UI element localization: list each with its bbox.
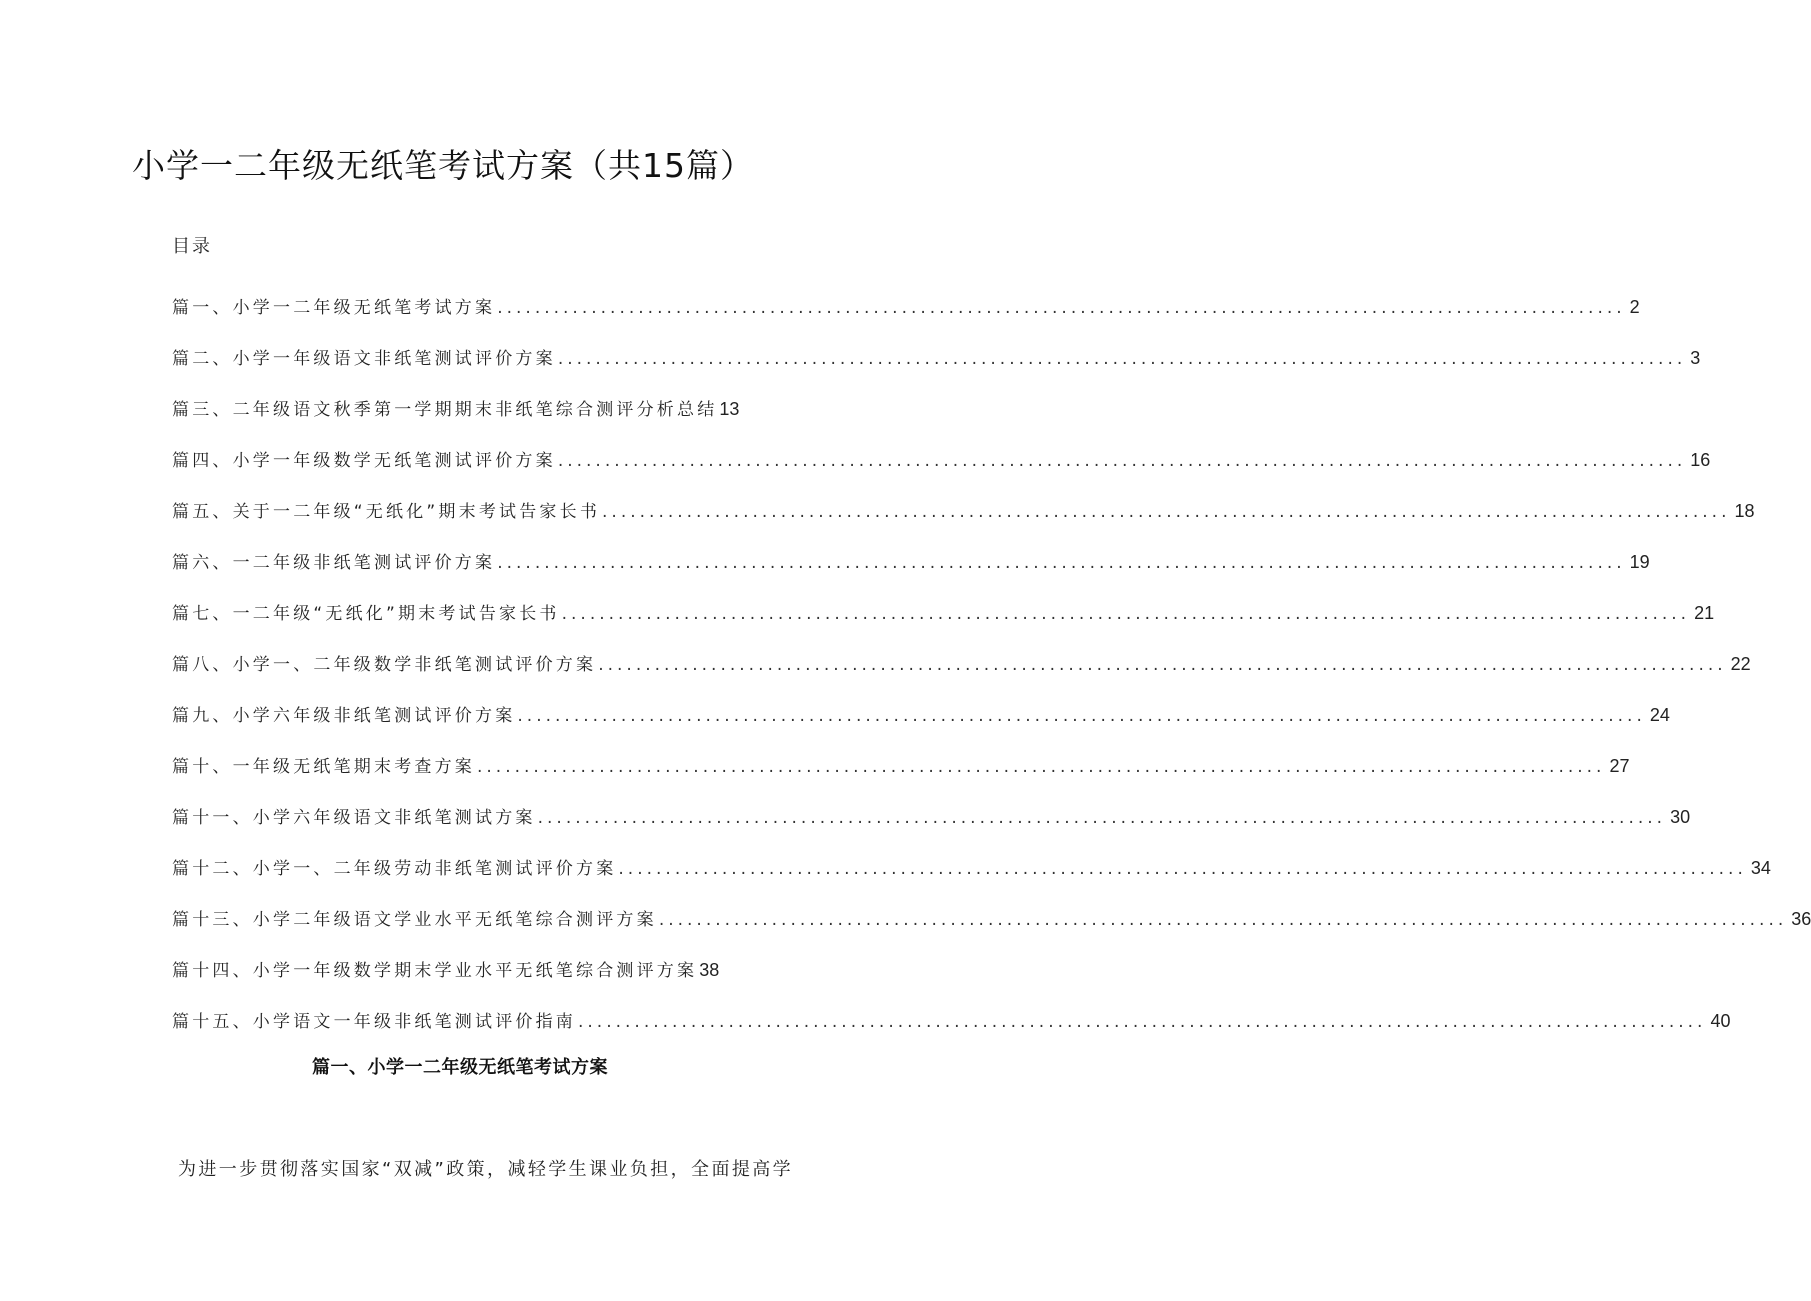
toc-entry-title: 篇五、关于一二年级“无纸化”期末考试告家长书: [172, 502, 601, 522]
toc-page-number: 24: [1649, 705, 1670, 725]
section-heading: 篇一、小学一二年级无纸笔考试方案: [312, 1057, 608, 1078]
toc-leader-dots: ........................................................................................................................: [517, 706, 1646, 726]
toc-entry[interactable]: [172, 484, 1755, 535]
toc-entry-title: 篇九、小学六年级非纸笔测试评价方案: [172, 706, 516, 726]
toc-page-number: 19: [1629, 552, 1650, 572]
toc-entry-title: 篇六、一二年级非纸笔测试评价方案: [172, 553, 496, 573]
toc-page-number: 22: [1730, 654, 1751, 674]
toc-heading: 目录: [172, 236, 212, 257]
toc-entry[interactable]: [172, 331, 1701, 382]
toc-entry-title: 篇十、一年级无纸笔期末考查方案: [172, 757, 475, 777]
toc-entry-title: 篇三、二年级语文秋季第一学期期末非纸笔综合测评分析总结: [172, 400, 718, 420]
toc-page-number: 2: [1629, 297, 1640, 317]
toc-page-number: 36: [1791, 909, 1811, 929]
toc-page-number: 13: [719, 399, 740, 419]
toc-page-number: 16: [1690, 450, 1711, 470]
toc-entry[interactable]: [172, 790, 1691, 841]
body-paragraph: 为进一步贯彻落实国家“双减”政策，减轻学生课业负担，全面提高学: [178, 1159, 794, 1180]
toc-page-number: 34: [1750, 858, 1771, 878]
toc-entry[interactable]: [172, 535, 1650, 586]
toc-leader-dots: ........................................................................................................................: [598, 655, 1727, 675]
toc-page-number: 27: [1609, 756, 1630, 776]
toc-leader-dots: ........................................................................................................................: [557, 349, 1687, 369]
toc-entry[interactable]: [172, 586, 1715, 637]
toc-page-number: 30: [1670, 807, 1691, 827]
toc-entry[interactable]: [172, 943, 768, 994]
toc-leader-dots: ........................................................................................................................: [537, 808, 1667, 828]
toc-entry-title: 篇十二、小学一、二年级劳动非纸笔测试评价方案: [172, 859, 617, 879]
table-of-contents: [172, 280, 1811, 1045]
toc-leader-dots: ........................................................................................................................: [497, 298, 1626, 318]
toc-page-number: 40: [1710, 1011, 1731, 1031]
toc-leader-dots: ........................................................................................................................: [578, 1012, 1707, 1032]
toc-entry-title: 篇十一、小学六年级语文非纸笔测试方案: [172, 808, 536, 828]
toc-leader-dots: ........................................................................................................................: [477, 757, 1606, 777]
toc-entry-title: 篇十三、小学二年级语文学业水平无纸笔综合测评方案: [172, 910, 657, 930]
toc-entry-title: 篇七、一二年级“无纸化”期末考试告家长书: [172, 604, 560, 624]
toc-page-number: 21: [1694, 603, 1715, 623]
toc-entry-title: 篇八、小学一、二年级数学非纸笔测试评价方案: [172, 655, 597, 675]
toc-entry[interactable]: [172, 637, 1751, 688]
toc-entry-title: 篇十五、小学语文一年级非纸笔测试评价指南: [172, 1012, 576, 1032]
toc-leader-dots: ........................................................................................................................: [557, 451, 1687, 471]
toc-entry[interactable]: [172, 382, 768, 433]
toc-entry[interactable]: [172, 688, 1670, 739]
toc-entry[interactable]: [172, 841, 1771, 892]
toc-entry[interactable]: [172, 433, 1711, 484]
toc-leader-dots: ........................................................................................................................: [602, 502, 1731, 522]
document-title: 小学一二年级无纸笔考试方案（共15篇）: [132, 146, 754, 185]
toc-leader-dots: ........................................................................................................................: [497, 553, 1626, 573]
toc-entry[interactable]: [172, 994, 1731, 1045]
toc-leader-dots: ........................................................................................................................: [561, 604, 1691, 624]
toc-leader-dots: ........................................................................................................................: [658, 910, 1788, 930]
toc-entry[interactable]: [172, 739, 1630, 790]
toc-entry-title: 篇十四、小学一年级数学期末学业水平无纸笔综合测评方案: [172, 961, 698, 981]
toc-entry[interactable]: [172, 280, 1640, 331]
toc-entry[interactable]: [172, 892, 1811, 943]
toc-entry-title: 篇一、小学一二年级无纸笔考试方案: [172, 298, 496, 318]
toc-page-number: 38: [699, 960, 720, 980]
toc-page-number: 3: [1690, 348, 1701, 368]
toc-page-number: 18: [1734, 501, 1755, 521]
toc-entry-title: 篇二、小学一年级语文非纸笔测试评价方案: [172, 349, 556, 369]
toc-leader-dots: ........................................................................................................................: [618, 859, 1747, 879]
toc-entry-title: 篇四、小学一年级数学无纸笔测试评价方案: [172, 451, 556, 471]
